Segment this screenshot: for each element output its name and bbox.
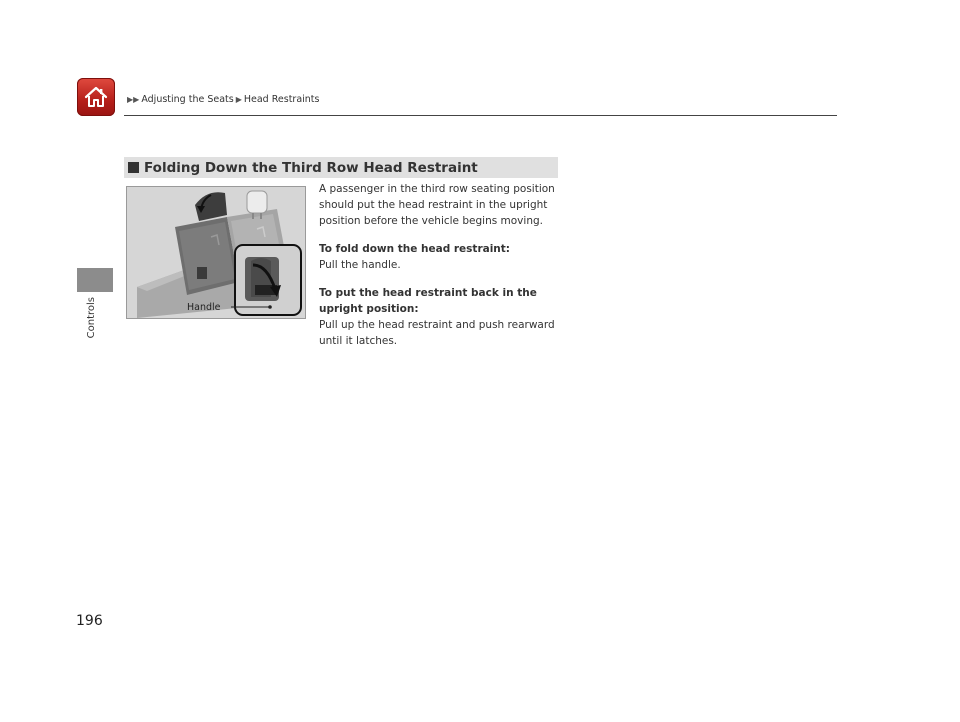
breadcrumb-arrow-icon: ▶▶: [127, 95, 140, 104]
breadcrumb-item-adjusting-seats[interactable]: Adjusting the Seats: [141, 94, 234, 105]
side-tab-label: Controls: [86, 297, 97, 339]
handle-callout-label: Handle: [187, 302, 221, 313]
home-button[interactable]: [77, 78, 115, 116]
return-heading: To put the head restraint back in the upright position:: [319, 287, 537, 315]
header-divider: [124, 115, 837, 116]
section-header: [124, 157, 558, 178]
section-bullet-icon: [128, 162, 139, 173]
intro-paragraph: A passenger in the third row seating position should put the head restraint in the upright position before the vehicle begins moving.: [319, 183, 555, 227]
home-icon: [83, 84, 109, 110]
fold-text: Pull the handle.: [319, 259, 401, 271]
section-title: Folding Down the Third Row Head Restraint: [144, 159, 478, 176]
breadcrumb: [127, 94, 319, 105]
head-restraint-illustration: [126, 186, 306, 319]
seat-illustration: [127, 187, 305, 318]
page-number: 196: [76, 613, 103, 629]
breadcrumb-item-head-restraints[interactable]: Head Restraints: [243, 94, 320, 105]
breadcrumb-arrow-icon: ▶: [235, 95, 242, 104]
return-text: Pull up the head restraint and push rearward until it latches.: [319, 319, 555, 347]
fold-heading: To fold down the head restraint:: [319, 243, 510, 255]
side-tab[interactable]: [77, 268, 113, 292]
instructions: [319, 181, 559, 349]
